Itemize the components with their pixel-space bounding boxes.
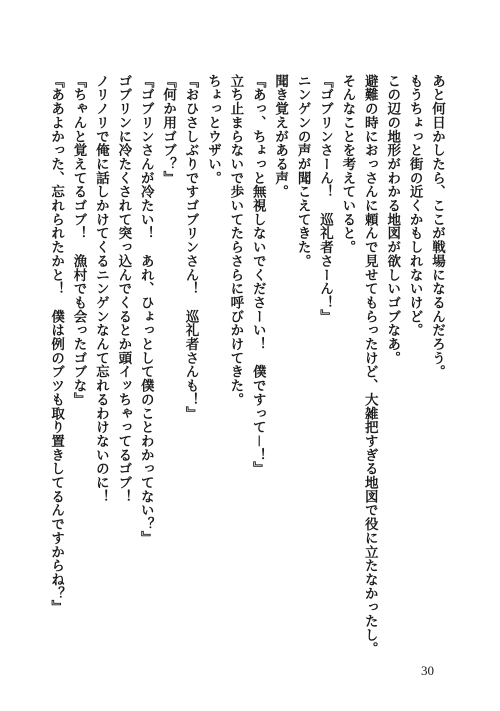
text-line: 『ちゃんと覚えてるゴブ！ 漁村でも会ったゴブな』 bbox=[70, 74, 87, 407]
text-line: あと何日かしたら、ここが戦場になるんだろう。 bbox=[429, 74, 445, 379]
text-line: ニンゲンの声が聞こえてきた。 bbox=[294, 74, 311, 268]
text-line: 聞き覚えがある声。 bbox=[272, 74, 289, 199]
text-line: 『ああよかった、忘れられたかと！ 僕は例のブツも取り置きしてるんですからね？』 bbox=[48, 74, 65, 615]
text-line: 立ち止まらないで歩いてたらさらに呼びかけてきた。 bbox=[227, 74, 244, 407]
text-line: 『おひさしぶりですゴブリンさん！ 巡礼者さんも！』 bbox=[182, 74, 199, 421]
text-line: この辺の地形がわかる地図が欲しいゴブなあ。 bbox=[384, 74, 401, 365]
vertical-text-body bbox=[45, 74, 448, 656]
text-line: 『ゴブリンさーん！ 巡礼者さーん！』 bbox=[316, 74, 333, 324]
text-line: ノリノリで俺に話しかけてくるニンゲンなんて忘れるわけないのに！ bbox=[92, 74, 109, 504]
text-line: そんなことを考えていると。 bbox=[339, 74, 356, 255]
text-line: 『ゴブリンさんが冷たい！ あれ、ひょっとして僕のことわかってない？』 bbox=[137, 74, 154, 545]
text-line: 『何か用ゴブ？』 bbox=[160, 74, 177, 185]
text-line: もうちょっと街の近くかもしれないけど。 bbox=[406, 74, 423, 338]
page-number: 30 bbox=[421, 663, 434, 678]
text-line: 避難の時におっさんに頼んで見せてもらったけど、大雑把すぎる地図で役に立たなかったし。 bbox=[361, 74, 378, 656]
text-line: ゴブリンに冷たくされて突っ込んでくるとか頭イッちゃってるゴブ！ bbox=[115, 74, 132, 504]
text-line: 『あっ、ちょっと無視しないでくださーい！ 僕ですって－！』 bbox=[249, 74, 266, 476]
text-line: ちょっとウザい。 bbox=[204, 74, 221, 185]
